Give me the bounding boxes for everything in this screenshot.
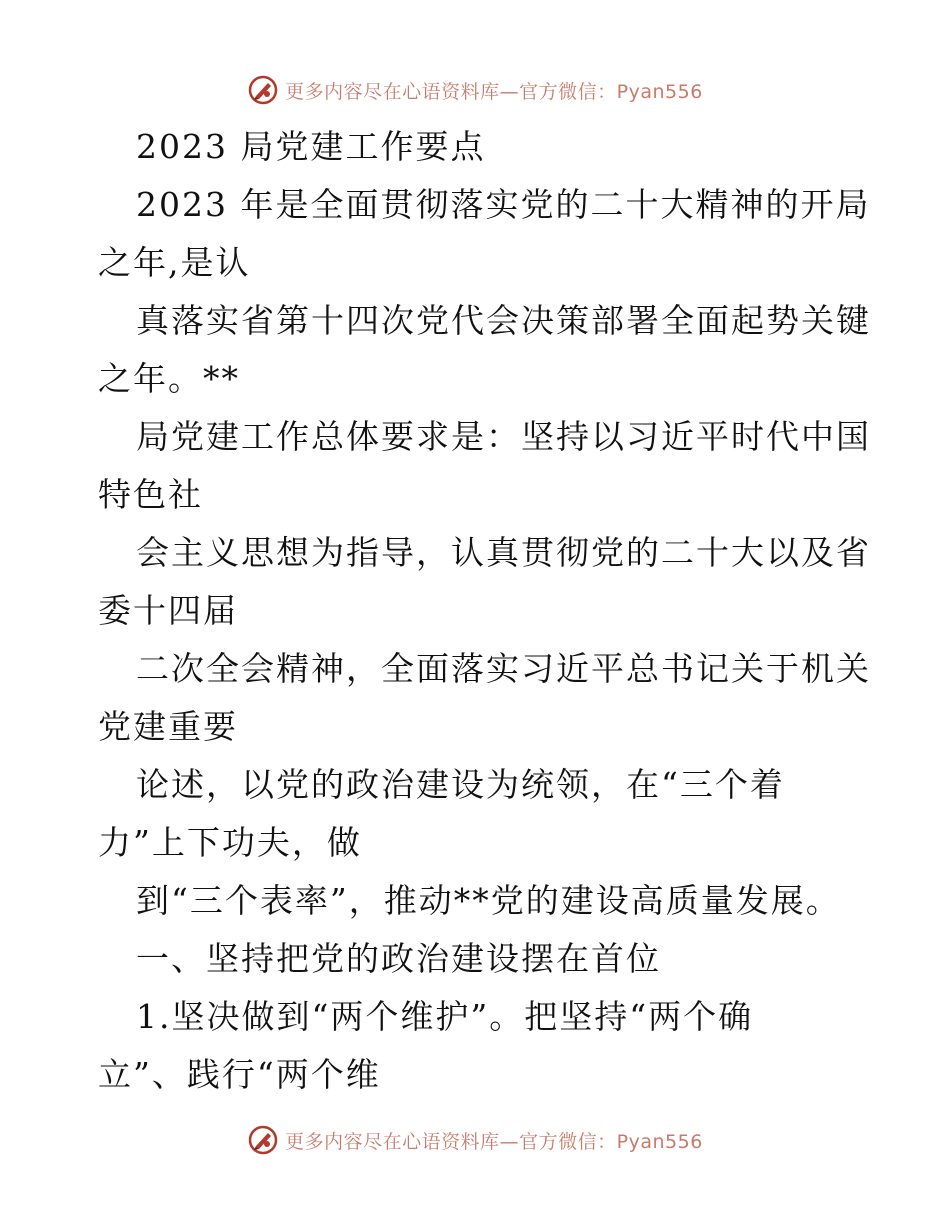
text-line: 委十四届 <box>98 591 238 630</box>
watermark-header <box>0 70 950 110</box>
text-line: 到“三个表率”，推动**党的建设高质量发展。 <box>136 881 841 920</box>
text-line: 特色社 <box>98 475 203 514</box>
quill-pen-logo-icon <box>247 74 279 106</box>
text-line: 1.坚决做到“两个维护”。把坚持“两个确 <box>136 997 754 1036</box>
watermark-footer <box>0 1120 950 1160</box>
text-line: 之年,是认 <box>98 243 251 282</box>
text-line: 论述，以党的政治建设为统领，在“三个着 <box>136 765 785 804</box>
document-body <box>98 118 871 1104</box>
watermark-text: 更多内容尽在心语资料库—官方微信：Pyan556 <box>285 80 703 103</box>
quill-pen-logo-icon <box>247 1124 279 1156</box>
text-line: 党建重要 <box>98 707 238 746</box>
text-line: 二次全会精神，全面落实习近平总书记关于机关 <box>136 649 871 688</box>
text-line: 2023 局党建工作要点 <box>136 127 486 166</box>
text-line: 之年。** <box>98 359 240 398</box>
text-line: 立”、践行“两个维 <box>98 1055 381 1094</box>
text-line: 真落实省第十四次党代会决策部署全面起势关键 <box>136 301 871 340</box>
watermark-text: 更多内容尽在心语资料库—官方微信：Pyan556 <box>285 1130 703 1153</box>
text-line: 一、坚持把党的政治建设摆在首位 <box>136 939 661 978</box>
text-line: 会主义思想为指导，认真贯彻党的二十大以及省 <box>136 533 871 572</box>
text-line: 力”上下功夫，做 <box>98 823 362 862</box>
text-line: 局党建工作总体要求是：坚持以习近平时代中国 <box>136 417 871 456</box>
text-line: 2023 年是全面贯彻落实党的二十大精神的开局 <box>136 185 871 224</box>
